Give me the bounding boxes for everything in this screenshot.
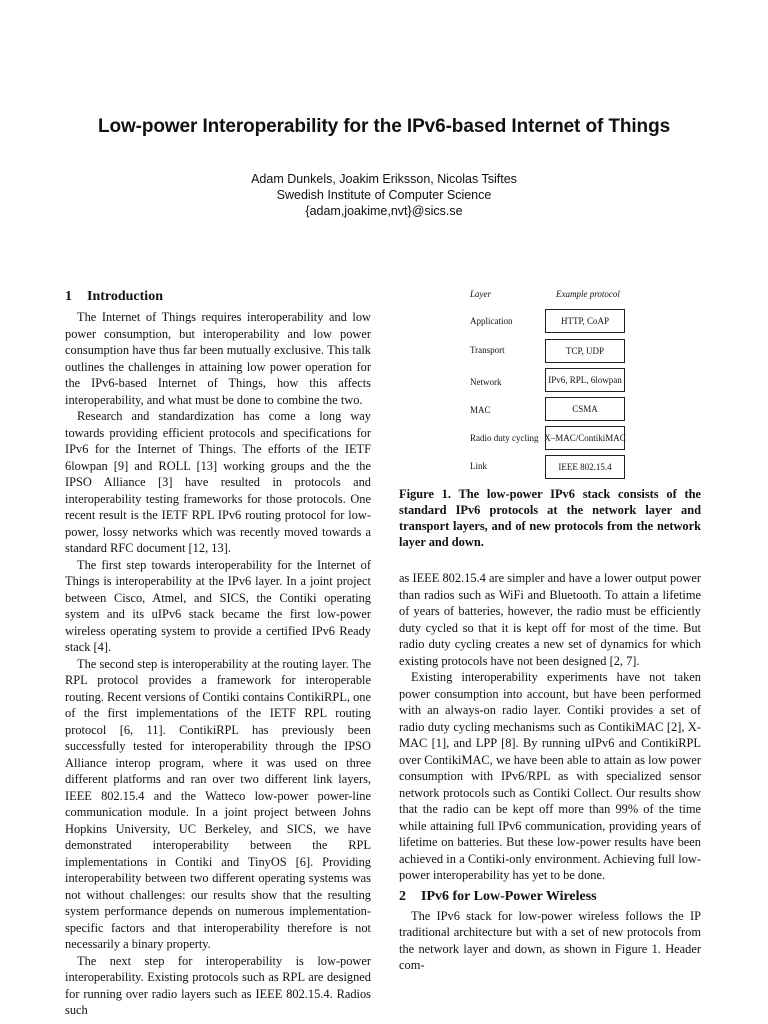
- paragraph: The second step is interoperability at the routing layer. The RPL protocol provides a framework for interoperable routing. Recent versions of Contiki contains ContikiRPL, one of the first implementations of the IETF RPL routing protocol [6, 11]. ContikiRPL has previously been successfully tested for interoperability through the IPSO Alliance interop program, where it was used on three different platforms and ran over two different link layers, IEEE 802.15.4 and the Watteco low-power power-line communication module. In a joint project between Johns Hopkins University, UC Berkeley, and SICS, we have demonstrated interoperability between the RPL implementations in Contiki and TinyOS [6]. Providing interoperability between two different operating systems was not without challenges: our results show that the resulting system performance depends on numerous implementation-specific factors and that interoperability therefore is not necessarily a binary property.: [65, 656, 371, 951]
- paragraph: The Internet of Things requires interoperability and low power consumption, but interoperability and low power consumption have thus far been mutually exclusive. This talk outlines the challenges in attaining low power operation for the IPv6-based Internet of Things, how this affects interoperability, and what must be done to combine the two.: [65, 310, 371, 407]
- protocol-box: HTTP, CoAP: [545, 309, 625, 333]
- protocol-box: TCP, UDP: [545, 339, 625, 363]
- paragraph: Existing interoperability experiments have not taken power consumption into account, but have been performed with an always-on radio layer. Contiki provides a set of radio duty cycling mechanisms such as ContikiMAC [2], X-MAC [1], and LPP [8]. By running uIPv6 and ContikiRPL over ContikiMAC, we have been able to attain as low power consumption with IPv6/RPL as with specialized sensor network protocols such as Contiki Collect. Our results show that the radio can be kept off more than 99% of the time while attaining full IPv6 communication, providing years of lifetime on batteries. But these low-power results have been achieved in a Contiki-only environment. Achieving full low-power interoperability has yet to be done.: [399, 670, 701, 882]
- paragraph: Research and standardization has come a long way towards providing efficient protocols and specifications for IPv6 for the Internet of Things. The efforts of the IETF 6lowpan [9] and ROLL [13] working groups and the the IPSO Alliance [3] have resulted in protocols and interoperability testing frameworks for those protocols. One recent result is the IETF RPL IPv6 routing protocol for low-power, lossy networks which was recently moved towards a standard RFC document [12, 13].: [65, 409, 371, 555]
- section-number: 2: [399, 888, 406, 904]
- section-title: Introduction: [87, 289, 163, 304]
- author-block: [0, 171, 768, 219]
- author-names: Adam Dunkels, Joakim Eriksson, Nicolas Tsiftes: [251, 172, 517, 186]
- section-2-heading: [399, 888, 701, 906]
- left-column: [65, 288, 371, 1019]
- layer-label: Radio duty cycling: [470, 433, 539, 443]
- layer-label: Application: [470, 316, 513, 326]
- layer-label: Network: [470, 377, 502, 387]
- paper-title: Low-power Interoperability for the IPv6-based Internet of Things: [97, 116, 671, 137]
- section-number: 1: [65, 289, 72, 304]
- figure-col-layer-header: Layer: [470, 289, 491, 299]
- layer-label: MAC: [470, 405, 491, 415]
- protocol-box: CSMA: [545, 397, 625, 421]
- protocol-box: X–MAC/ContikiMAC: [545, 426, 625, 450]
- paragraph: The next step for interoperability is low-power interoperability. Existing protocols such as RPL are designed for running over radio layers such as IEEE 802.15.4. Radios such: [65, 953, 371, 1017]
- paragraph: as IEEE 802.15.4 are simpler and have a lower output power than radios such as WiFi and Bluetooth. To attain a lifetime of years of batteries, however, the radio must be efficiently duty cycled so that it is kept off for most of the time. But radio duty cycling creates a new set of dynamics for which existing protocols have not been designed [2, 7].: [399, 571, 701, 668]
- right-column: [399, 570, 701, 974]
- email: {adam,joakime,nvt}@sics.se: [305, 204, 463, 218]
- section-1-heading: [65, 288, 371, 306]
- layer-label: Transport: [470, 345, 505, 355]
- section-title: IPv6 for Low-Power Wireless: [421, 888, 597, 904]
- affiliation: Swedish Institute of Computer Science: [276, 188, 492, 202]
- figure-1-caption: Figure 1. The low-power IPv6 stack consists of the standard IPv6 protocols at the network layer and transport layers, and of new protocols from the network layer and down.: [399, 487, 701, 549]
- paragraph: The first step towards interoperability for the Internet of Things is interoperability at the IPv6 layer. In a joint project between Cisco, Atmel, and SICS, the Contiki operating system and its uIPv6 stack became the first low-power wireless operating system to provide a certified IPv6 Ready stack [4].: [65, 557, 371, 654]
- protocol-box: IPv6, RPL, 6lowpan: [545, 368, 625, 392]
- layer-label: Link: [470, 461, 487, 471]
- figure-col-protocol-header: Example protocol: [556, 289, 620, 299]
- protocol-box: IEEE 802.15.4: [545, 455, 625, 479]
- paragraph: The IPv6 stack for low-power wireless follows the IP traditional architecture but with a set of new protocols from the network layer and down, as shown in Figure 1. Header com-: [399, 908, 701, 972]
